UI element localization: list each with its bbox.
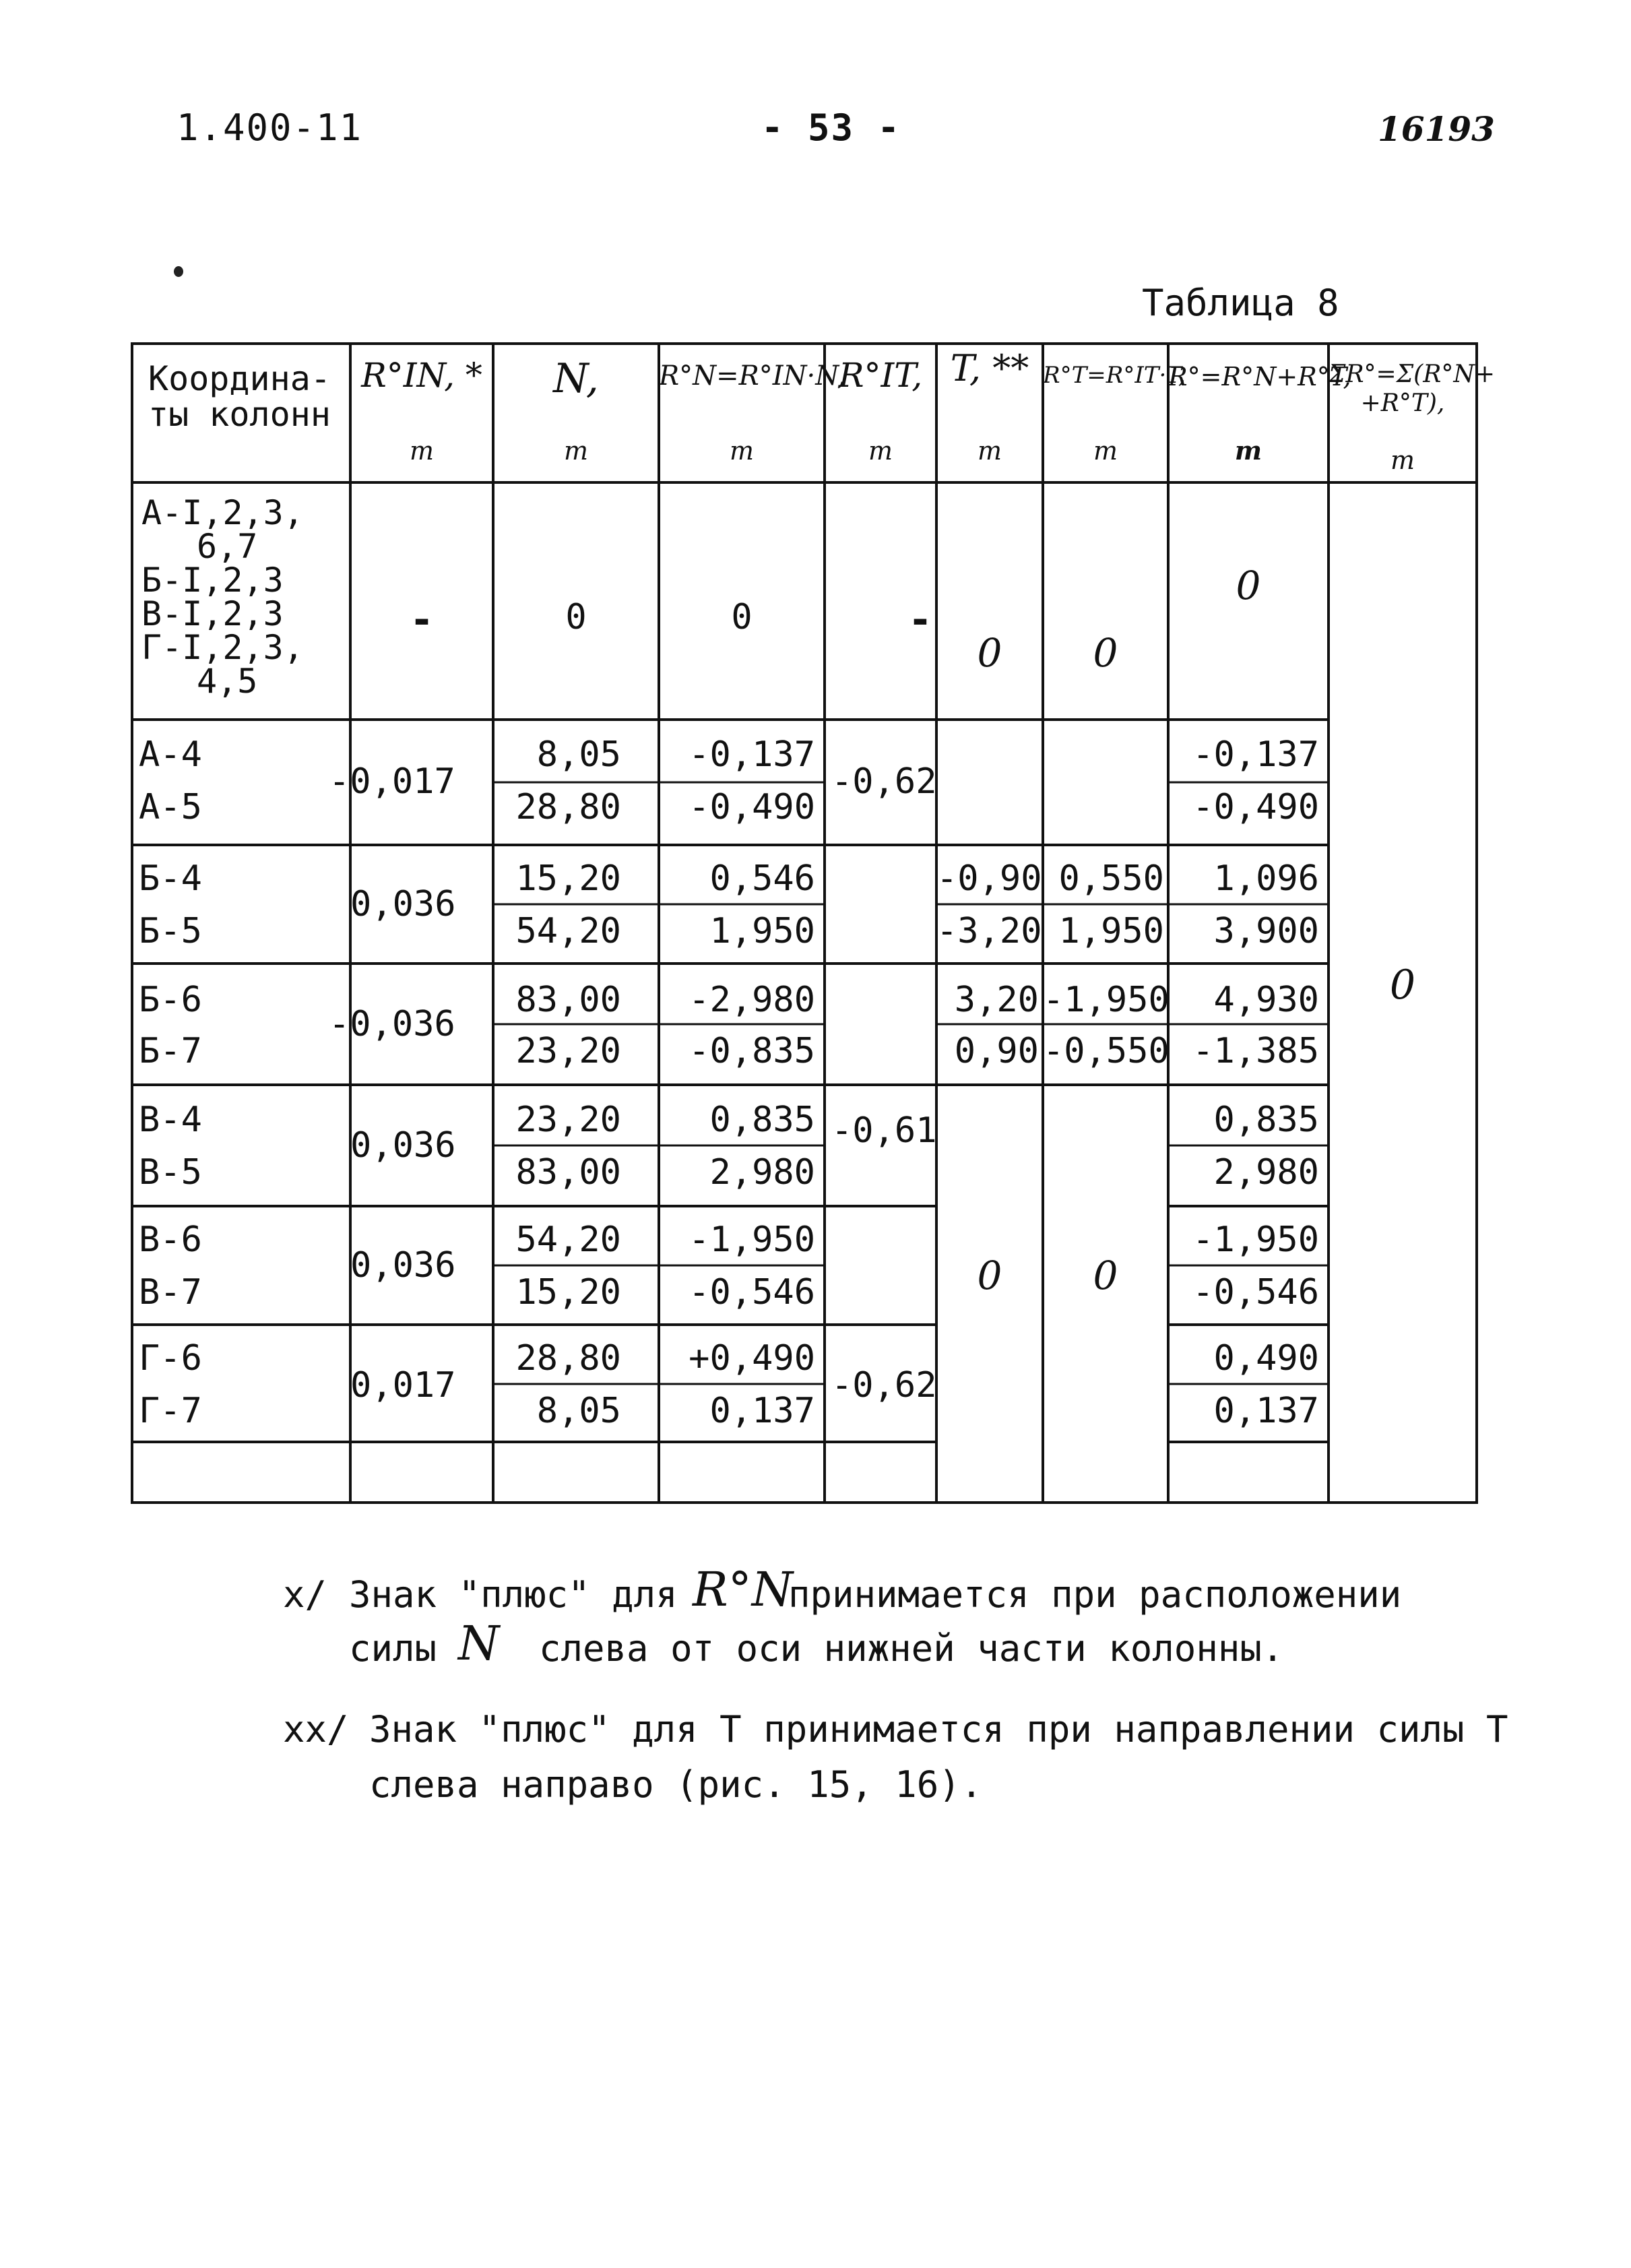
row-coord: Б-5 bbox=[139, 911, 202, 951]
row-coord: В-4 bbox=[139, 1100, 202, 1140]
n-value: 83,00 bbox=[515, 980, 621, 1020]
row-coord: В-7 bbox=[139, 1272, 202, 1313]
n-value: 23,20 bbox=[515, 1100, 621, 1140]
row-coord: В-5 bbox=[139, 1152, 202, 1193]
rin-value: 0,036 bbox=[350, 1245, 456, 1286]
unit-rit: т bbox=[868, 436, 893, 466]
rt-value: -0,550 bbox=[1043, 1031, 1170, 1071]
rn-value: 0,835 bbox=[709, 1100, 815, 1140]
header-rn: R°N=R°IN·N, bbox=[659, 360, 846, 391]
rit-value: -0,62 bbox=[831, 1365, 937, 1406]
group1-rin: - bbox=[409, 596, 435, 643]
header-rin: R°IN, * bbox=[361, 356, 482, 395]
unit-n: т bbox=[563, 436, 589, 466]
t-value: -0,90 bbox=[936, 858, 1042, 899]
rn-value: -0,490 bbox=[689, 787, 815, 827]
rn-value: 2,980 bbox=[709, 1152, 815, 1193]
sum-value: 0 bbox=[1389, 962, 1416, 1009]
unit-t: т bbox=[977, 436, 1002, 466]
n-value: 83,00 bbox=[515, 1152, 621, 1193]
rn-value: -1,950 bbox=[689, 1220, 815, 1260]
rin-value: -0,017 bbox=[329, 761, 455, 802]
group1-rn: 0 bbox=[731, 597, 753, 637]
rn-value: -2,980 bbox=[689, 980, 815, 1020]
r-value: -0,137 bbox=[1192, 734, 1319, 775]
rt-value: 0,550 bbox=[1058, 858, 1164, 899]
group1-rt: 0 bbox=[1093, 630, 1118, 676]
group1-r: 0 bbox=[1236, 563, 1261, 608]
unit-sum: т bbox=[1390, 445, 1415, 475]
n-value: 15,20 bbox=[515, 1272, 621, 1313]
n-value: 54,20 bbox=[515, 1220, 621, 1260]
row-coord: Б-4 bbox=[139, 858, 202, 899]
n-value: 15,20 bbox=[515, 858, 621, 899]
footnote-x-marker: х/ bbox=[283, 1573, 327, 1616]
footnote-x-symbol: R°N bbox=[693, 1562, 793, 1617]
rn-value: -0,546 bbox=[689, 1272, 815, 1313]
footnote-xx-text: слева направо (рис. 15, 16). bbox=[369, 1763, 983, 1806]
group1-coord-line: А-I,2,3, bbox=[141, 493, 304, 532]
n-value: 8,05 bbox=[536, 734, 621, 775]
n-value: 8,05 bbox=[536, 1391, 621, 1431]
r-value: -1,385 bbox=[1192, 1031, 1319, 1071]
unit-r: т bbox=[1234, 435, 1262, 466]
unit-rt: т bbox=[1093, 436, 1118, 466]
row-coord: А-5 bbox=[139, 787, 202, 827]
header-coords: Координа- ты колонн bbox=[148, 359, 331, 434]
row-coord: А-4 bbox=[139, 734, 202, 775]
footnote-x-text: силы bbox=[349, 1627, 437, 1670]
t-zero: 0 bbox=[977, 1253, 1002, 1298]
header-r: R°=R°N+R°T, bbox=[1168, 362, 1351, 391]
t-value: 3,20 bbox=[954, 980, 1039, 1020]
rt-value: 1,950 bbox=[1058, 911, 1164, 951]
page-number: - 53 - bbox=[761, 106, 901, 149]
r-value: 0,490 bbox=[1213, 1338, 1319, 1379]
r-value: 2,980 bbox=[1213, 1152, 1319, 1193]
rn-value: 0,137 bbox=[709, 1391, 815, 1431]
group1-coord-line: Б-I,2,3 bbox=[141, 561, 284, 600]
rin-value: 0,017 bbox=[350, 1365, 456, 1406]
group1-n: 0 bbox=[565, 597, 587, 637]
unit-rin: т bbox=[409, 436, 435, 466]
r-value: 3,900 bbox=[1213, 911, 1319, 951]
header-rit: R°IT, bbox=[838, 356, 923, 395]
r-value: -0,546 bbox=[1192, 1272, 1319, 1313]
group1-coord-line: 4,5 bbox=[197, 662, 258, 701]
footnote-x-text: принимается при расположении bbox=[788, 1573, 1402, 1616]
t-value: 0,90 bbox=[954, 1031, 1039, 1071]
rin-value: 0,036 bbox=[350, 884, 456, 924]
group1-coord-line: В-I,2,3 bbox=[141, 594, 284, 633]
header-n: N, bbox=[553, 355, 599, 402]
rn-value: 1,950 bbox=[709, 911, 815, 951]
n-value: 28,80 bbox=[515, 787, 621, 827]
rn-value: -0,137 bbox=[689, 734, 815, 775]
rn-value: -0,835 bbox=[689, 1031, 815, 1071]
footnote-x-symbol: N bbox=[458, 1616, 500, 1671]
r-value: 0,835 bbox=[1213, 1100, 1319, 1140]
row-coord: Б-7 bbox=[139, 1031, 202, 1071]
r-value: 1,096 bbox=[1213, 858, 1319, 899]
group1-coord-line: Г-I,2,3, bbox=[141, 628, 304, 667]
unit-rn: т bbox=[729, 436, 755, 466]
footnote-x-text: Знак "плюс" для bbox=[349, 1573, 678, 1616]
n-value: 23,20 bbox=[515, 1031, 621, 1071]
row-coord: Г-7 bbox=[139, 1391, 202, 1431]
table-title: Таблица 8 bbox=[1142, 282, 1339, 324]
r-value: -1,950 bbox=[1192, 1220, 1319, 1260]
rn-value: +0,490 bbox=[689, 1338, 815, 1379]
group1-rit: - bbox=[907, 596, 932, 643]
rt-zero: 0 bbox=[1093, 1253, 1118, 1298]
rt-value: -1,950 bbox=[1043, 980, 1170, 1020]
group1-coord-line: 6,7 bbox=[197, 527, 258, 566]
r-value: 0,137 bbox=[1213, 1391, 1319, 1431]
footnote-x-text: слева от оси нижней части колонны. bbox=[539, 1627, 1284, 1670]
rn-value: 0,546 bbox=[709, 858, 815, 899]
header-t: T, ** bbox=[950, 347, 1029, 389]
row-coord: Г-6 bbox=[139, 1338, 202, 1379]
t-value: -3,20 bbox=[936, 911, 1042, 951]
document-code: 1.400-11 bbox=[177, 106, 363, 149]
rin-value: 0,036 bbox=[350, 1125, 456, 1166]
handwritten-stamp: 16193 bbox=[1378, 109, 1495, 149]
r-value: -0,490 bbox=[1192, 787, 1319, 827]
rin-value: -0,036 bbox=[329, 1004, 455, 1044]
group1-t: 0 bbox=[977, 630, 1002, 676]
r-value: 4,930 bbox=[1213, 980, 1319, 1020]
n-value: 28,80 bbox=[515, 1338, 621, 1379]
footnote-xx-text: Знак "плюс" для Т принимается при направлении силы Т bbox=[369, 1708, 1508, 1751]
footnote-xx-marker: хх/ bbox=[283, 1708, 349, 1751]
row-coord: В-6 bbox=[139, 1220, 202, 1260]
row-coord: Б-6 bbox=[139, 980, 202, 1020]
header-sum: ΣR°=Σ(R°N+ +R°T), bbox=[1329, 360, 1495, 418]
n-value: 54,20 bbox=[515, 911, 621, 951]
rit-value: -0,62 bbox=[831, 761, 937, 802]
rit-value: -0,61 bbox=[831, 1110, 937, 1151]
header-rt: R°T=R°IT·T, bbox=[1043, 362, 1186, 389]
